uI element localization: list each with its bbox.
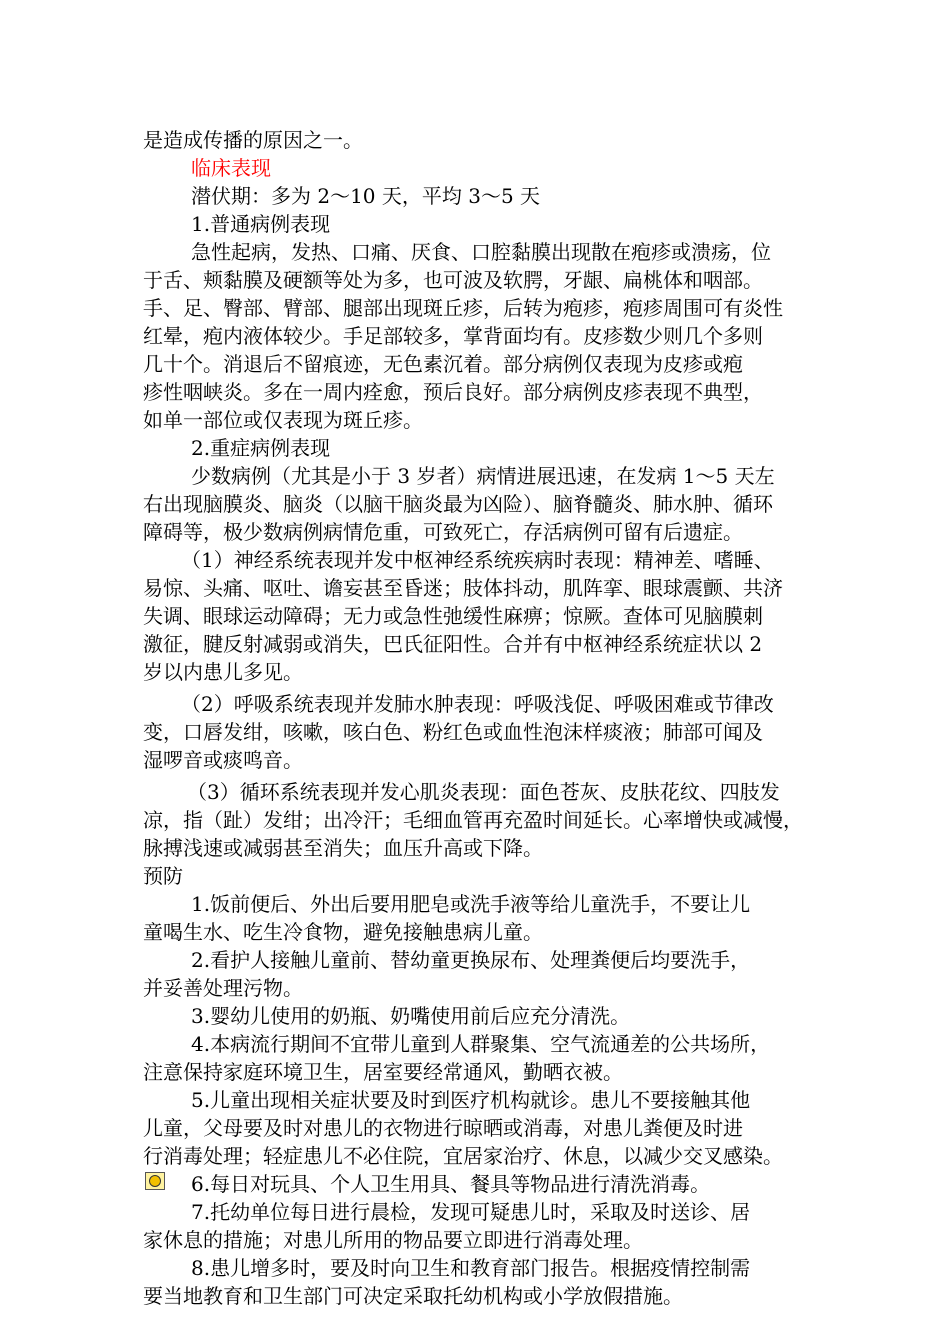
section-heading: 临床表现	[191, 156, 271, 180]
text-line: 于舌、颊黏膜及硬额等处为多，也可波及软腭，牙龈、扁桃体和咽部。	[143, 268, 763, 292]
text-line: 2.重症病例表现	[191, 436, 331, 460]
text-line: 失调、眼球运动障碍；无力或急性弛缓性麻痹；惊厥。查体可见脑膜刺	[143, 604, 763, 628]
text-line: 易惊、头痛、呕吐、谵妄甚至昏迷；肢体抖动，肌阵挛、眼球震颤、共济	[143, 576, 783, 600]
text-line: 1.普通病例表现	[191, 212, 331, 236]
text-line: 4.本病流行期间不宜带儿童到人群聚集、空气流通差的公共场所，	[191, 1032, 771, 1056]
text-line: 手、足、臀部、臂部、腿部出现斑丘疹，后转为疱疹，疱疹周围可有炎性	[143, 296, 783, 320]
text-line: （2）呼吸系统表现并发肺水肿表现：呼吸浅促、呼吸困难或节律改	[181, 692, 774, 716]
text-line: 6.每日对玩具、个人卫生用具、餐具等物品进行清洗消毒。	[191, 1172, 711, 1196]
text-line: 湿啰音或痰鸣音。	[143, 748, 303, 772]
text-line: 岁以内患儿多见。	[143, 660, 303, 684]
text-line: 脉搏浅速或减弱甚至消失；血压升高或下降。	[143, 836, 543, 860]
text-line: 急性起病，发热、口痛、厌食、口腔黏膜出现散在疱疹或溃疡，位	[191, 240, 771, 264]
text-line: 注意保持家庭环境卫生，居室要经常通风，勤晒衣被。	[143, 1060, 623, 1084]
text-line: 少数病例（尤其是小于 3 岁者）病情进展迅速，在发病 1～5 天左	[191, 464, 775, 488]
text-line: 行消毒处理；轻症患儿不必住院，宜居家治疗、休息，以减少交叉感染。	[143, 1144, 783, 1168]
text-line: （3）循环系统表现并发心肌炎表现：面色苍灰、皮肤花纹、四肢发	[187, 780, 780, 804]
embedded-object-icon[interactable]	[145, 1172, 165, 1190]
text-line: 儿童，父母要及时对患儿的衣物进行晾晒或消毒，对患儿粪便及时进	[143, 1116, 743, 1140]
text-line: 是造成传播的原因之一。	[143, 128, 363, 152]
text-line: 1.饭前便后、外出后要用肥皂或洗手液等给儿童洗手，不要让儿	[191, 892, 751, 916]
text-line: 右出现脑膜炎、脑炎（以脑干脑炎最为凶险）、脑脊髓炎、肺水肿、循环	[143, 492, 773, 516]
smiley-icon	[149, 1175, 161, 1187]
text-line: 凉，指（趾）发绀；出冷汗；毛细血管再充盈时间延长。心率增快或减慢，	[143, 808, 803, 832]
text-line: 家休息的措施；对患儿所用的物品要立即进行消毒处理。	[143, 1228, 643, 1252]
text-line: 并妥善处理污物。	[143, 976, 303, 1000]
text-line: 5.儿童出现相关症状要及时到医疗机构就诊。患儿不要接触其他	[191, 1088, 751, 1112]
text-line: 7.托幼单位每日进行晨检，发现可疑患儿时，采取及时送诊、居	[191, 1200, 751, 1224]
text-line: 红晕，疱内液体较少。手足部较多，掌背面均有。皮疹数少则几个多则	[143, 324, 763, 348]
text-line: 要当地教育和卫生部门可决定采取托幼机构或小学放假措施。	[143, 1284, 683, 1308]
document-body	[143, 126, 833, 1310]
text-line: 几十个。消退后不留痕迹，无色素沉着。部分病例仅表现为皮疹或疱	[143, 352, 743, 376]
text-line: 预防	[143, 864, 183, 888]
text-line: 8.患儿增多时，要及时向卫生和教育部门报告。根据疫情控制需	[191, 1256, 751, 1280]
text-line: 疹性咽峡炎。多在一周内痊愈，预后良好。部分病例皮疹表现不典型，	[143, 380, 763, 404]
text-line: 2.看护人接触儿童前、替幼童更换尿布、处理粪便后均要洗手，	[191, 948, 751, 972]
text-line: 3.婴幼儿使用的奶瓶、奶嘴使用前后应充分清洗。	[191, 1004, 631, 1028]
text-line: 障碍等，极少数病例病情危重，可致死亡，存活病例可留有后遗症。	[143, 520, 743, 544]
text-line: （1）神经系统表现并发中枢神经系统疾病时表现：精神差、嗜睡、	[181, 548, 774, 572]
text-line: 童喝生水、吃生冷食物，避免接触患病儿童。	[143, 920, 543, 944]
text-line: 激征，腱反射减弱或消失，巴氏征阳性。合并有中枢神经系统症状以 2	[143, 632, 763, 656]
text-line: 潜伏期：多为 2～10 天，平均 3～5 天	[191, 184, 541, 208]
text-line: 如单一部位或仅表现为斑丘疹。	[143, 408, 423, 432]
text-line: 变，口唇发绀，咳嗽，咳白色、粉红色或血性泡沫样痰液；肺部可闻及	[143, 720, 763, 744]
